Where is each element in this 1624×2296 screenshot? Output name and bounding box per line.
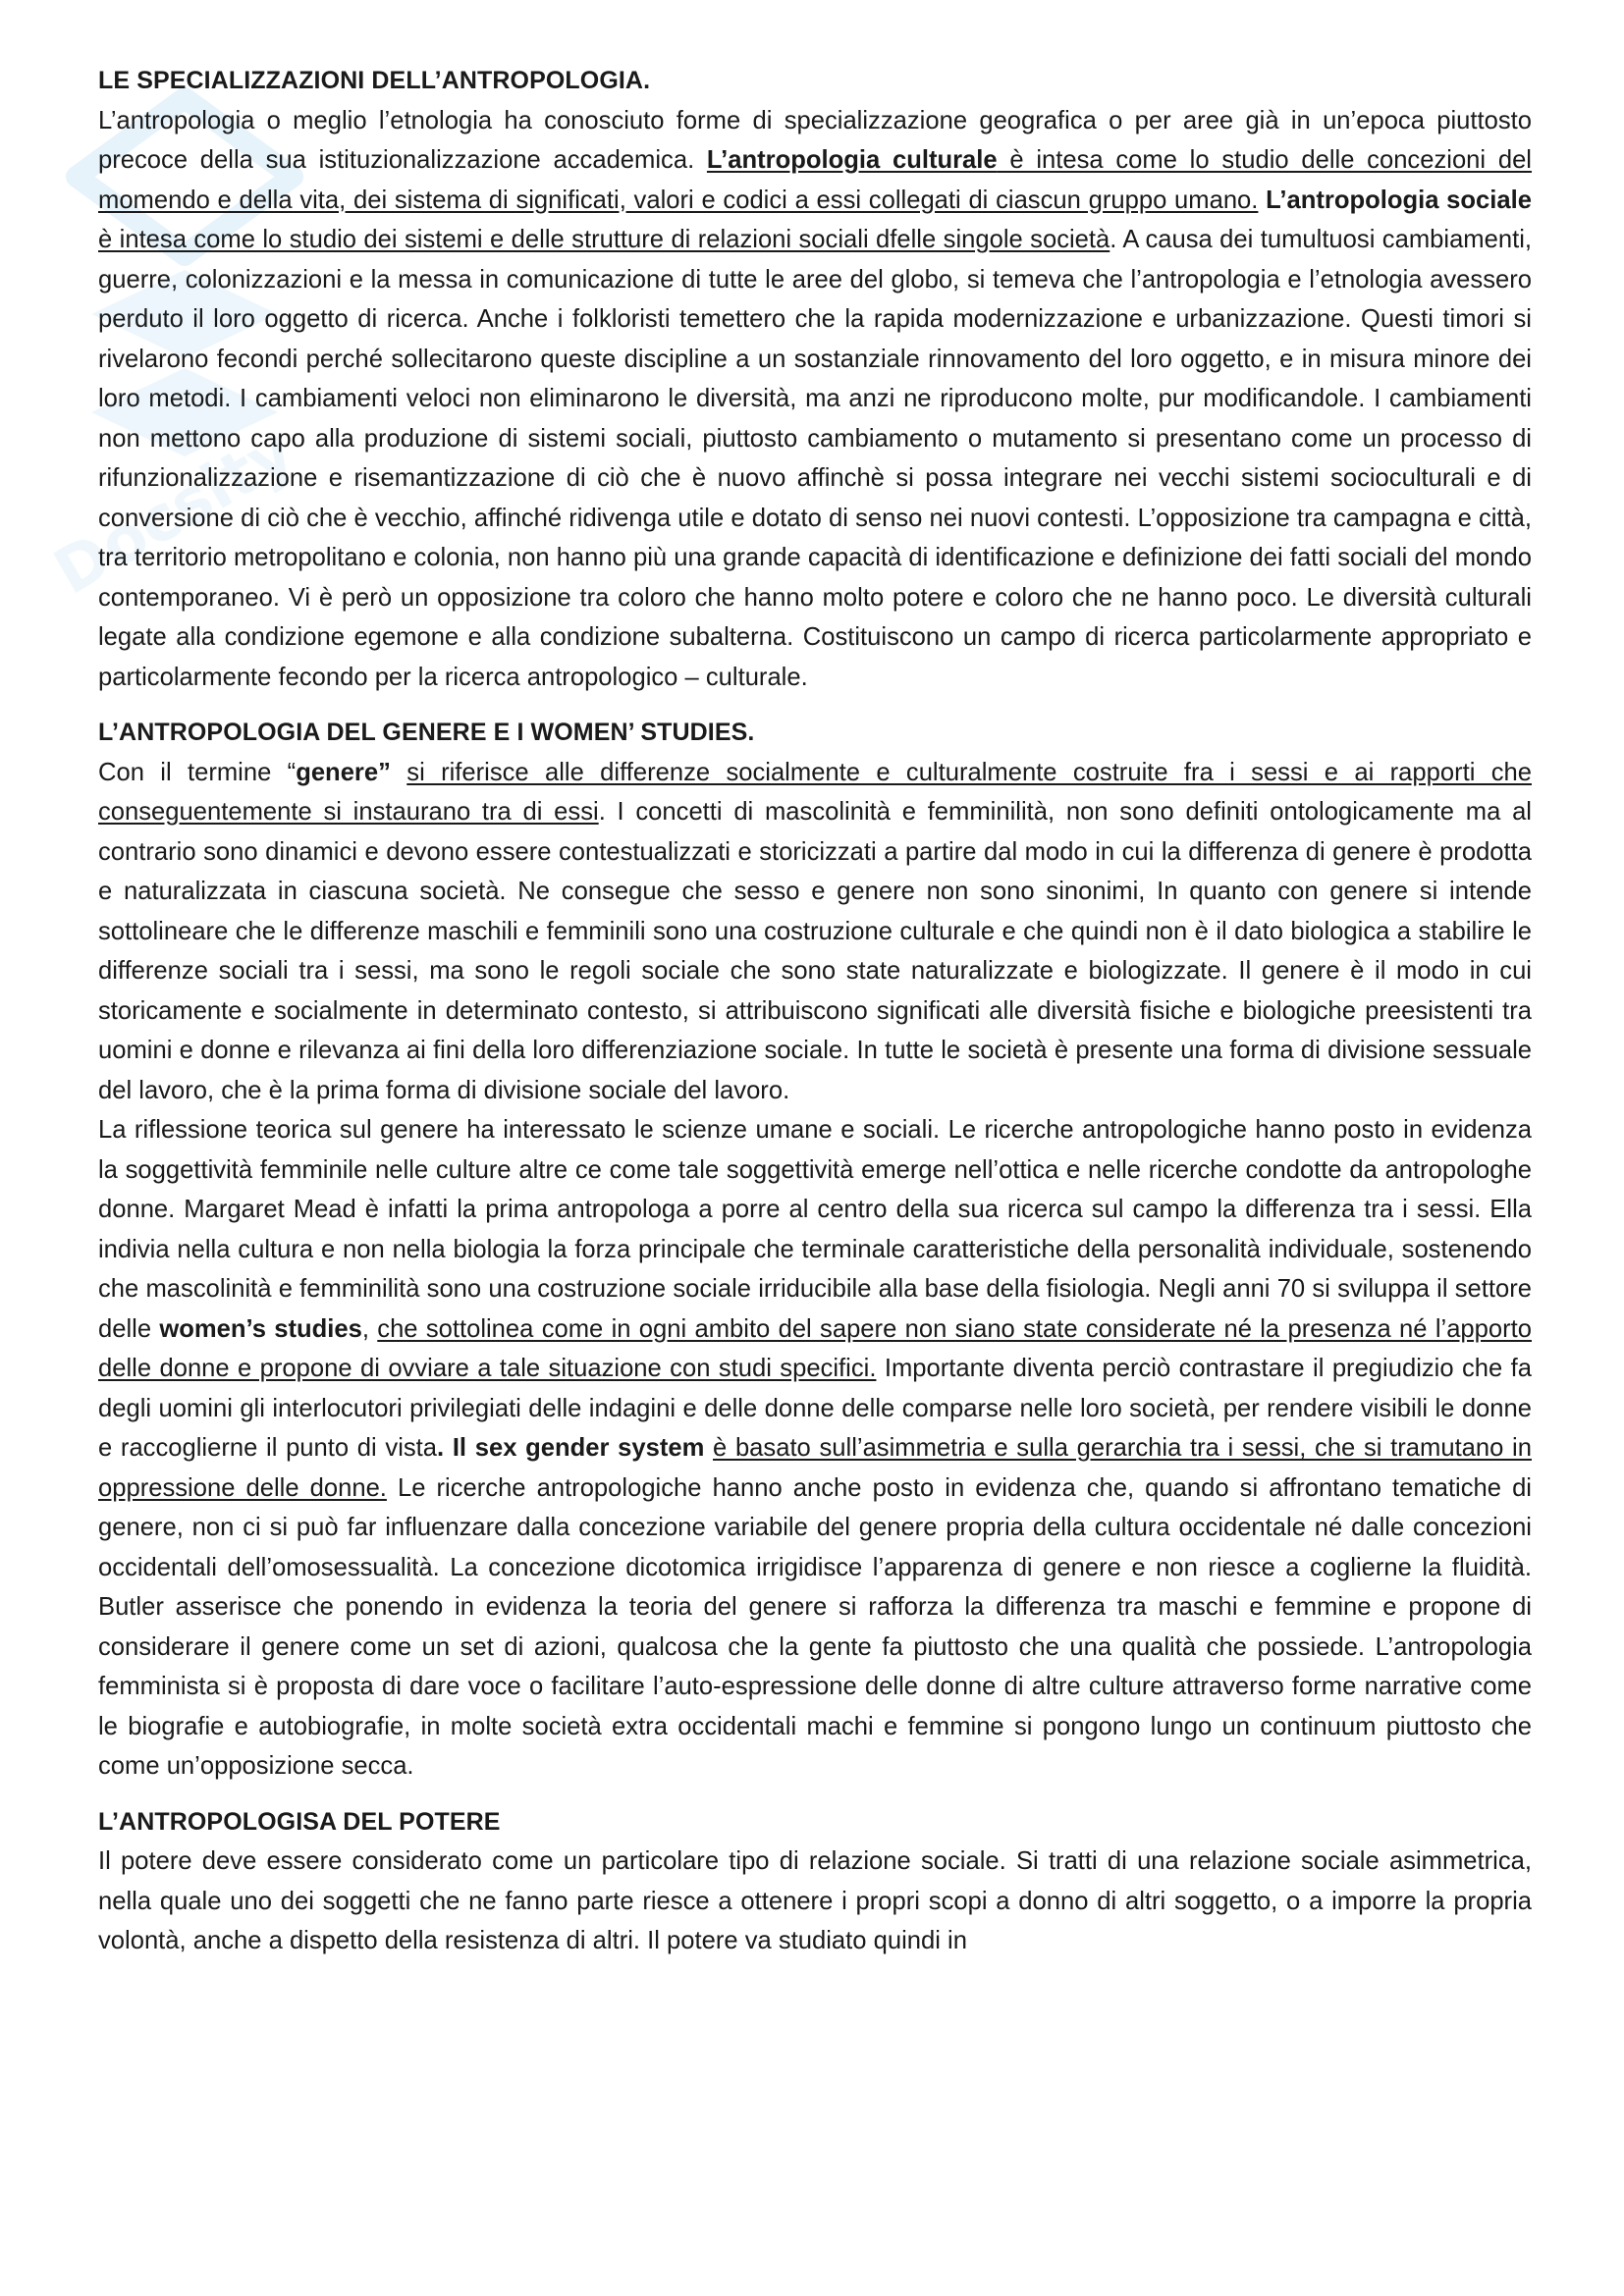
section [98, 713, 1532, 1787]
paragraph [98, 1110, 1532, 1787]
text-run: La riflessione teorica sul genere ha interessato le scienze umane e sociali. Le ricerche antropologiche hanno posto in evidenza la soggettività femminile nelle culture altre ce come tale soggettività emerge nell’ottica e nelle ricerche condotte da antropologhe donne. Margaret Mead è infatti la prima antropologa a porre al centro della sua ricerca sul campo la differenza tra i sessi. Ella indivia nella cultura e non nella biologia la forza principale che terminale caratteristiche della personalità individuale, sostenendo che mascolinità e femminilità sono una costruzione sociale irriducibile alla base della fisiologia. Negli anni 70 si sviluppa il settore delle [98, 1116, 1532, 1343]
text-run [704, 1434, 713, 1462]
text-run: si riferisce alle differenze socialmente e culturalmente costruite fra i sessi e ai rapporti che conseguentemente si instaurano tra di essi [98, 758, 1532, 826]
text-run: Con il termine “ [98, 758, 297, 786]
text-run: genere” [296, 758, 391, 786]
section-heading: L’ANTROPOLOGISA DEL POTERE [98, 1807, 501, 1836]
text-run: . A causa dei tumultuosi cambiamenti, guerre, colonizzazioni e la messa in comunicazione di tutte le aree del globo, si temeva che l’antropologia e l’etnologia avessero perduto il loro oggetto di ricerca. Anche i folkloristi temettero che la rapida modernizzazione e urbanizzazione. Questi timori si rivelarono fecondi perché sollecitarono queste discipline a un sostanziale rinnovamento del loro oggetto, e in misura minore dei loro metodi. I cambiamenti veloci non eliminarono le diversità, ma anzi ne riproducono molte, pur modificandole. I cambiamenti non mettono capo alla produzione di sistemi sociali, piuttosto cambiamento o mutamento si presentano come un processo di rifunzionalizzazione e risemantizzazione di ciò che è nuovo affinchè si possa integrare nei vecchi sistemi socioculturali e di conversione di ciò che è vecchio, affinché ridivenga utile e dotato di senso nei nuovi contesti. L’opposizione tra campagna e città, tra territorio metropolitano e colonia, non hanno più una grande capacità di identificazione e definizione dei fatti sociali del mondo contemporaneo. Vi è però un opposizione tra coloro che hanno molto potere e coloro che ne hanno poco. Le diversità culturali legate alla condizione egemone e alla condizione subalterna. Costituiscono un campo di ricerca particolarmente appropriato e particolarmente fecondo per la ricerca antropologico – culturale. [98, 226, 1532, 691]
document-page [98, 61, 1532, 1977]
text-run: . Il sex gender system [437, 1434, 705, 1462]
text-run: women’s studies [159, 1314, 362, 1343]
text-run [1258, 187, 1266, 214]
text-run: . I concetti di mascolinità e femminilità, non sono definiti ontologicamente ma al contrario sono dinamici e devono essere contestualizzati e storicizzati a partire dal modo in cui la differenza di genere è prodotta e naturalizzata in ciascuna società. Ne consegue che sesso e genere non sono sinonimi, In quanto con genere si intende sottolineare che le differenze maschili e femminili sono una costruzione culturale e che quindi non è il dato biologica a stabilire le differenze sociali tra i sessi, ma sono le regoli sociale che sono state naturalizzate e biologizzate. Il genere è il modo in cui storicamente e socialmente in determinato contesto, si attribuiscono significati alle diversità fisiche e biologiche preesistenti tra uomini e donne e rilevanza ai fini della loro differenziazione sociale. In tutte le società è presente una forma di divisione sessuale del lavoro, che è la prima forma di divisione sociale del lavoro. [98, 798, 1532, 1104]
text-run [391, 759, 406, 786]
section [98, 1802, 1532, 1961]
text-run: Il potere deve essere considerato come un particolare tipo di relazione sociale. Si tratti di una relazione sociale asimmetrica, nella quale uno dei soggetti che ne fanno parte riesce a ottenere i propri scopi a donno di altri soggetto, o a imporre la propria volontà, anche a dispetto della resistenza di altri. Il potere va studiato quindi in [98, 1847, 1532, 1954]
text-run: è intesa come lo studio delle concezioni del momendo e della vita, dei sistema di significati, valori e codici a essi collegati di ciascun gruppo umano. [98, 146, 1532, 214]
text-run: L’antropologia sociale [1266, 186, 1532, 214]
section-heading: L’ANTROPOLOGIA DEL GENERE E I WOMEN’ STUDIES. [98, 719, 755, 746]
text-run: L’antropologia culturale [706, 146, 998, 174]
watermark-label: Docsity [42, 414, 306, 610]
paragraph [98, 101, 1532, 698]
text-run: Le ricerche antropologiche hanno anche posto in evidenza che, quando si affrontano tematiche di genere, non ci si può far influenzare dalla concezione variabile del genere propria della cultura occidentale né dalle concezioni occidentali dell’omosessualità. La concezione dicotomica irrigidisce l’apparenza di genere e non riesce a coglierne la fluidità. Butler asserisce che ponendo in evidenza la teoria del genere si rafforza la differenza tra maschi e femmine e propone di considerare il genere come un set di azioni, qualcosa che la gente fa piuttosto che una qualità che possiede. L’antropologia femminista si è proposta di dare voce o facilitare l’auto-espressione delle donne di altre culture attraverso forme narrative come le biografie e autobiografie, in molte società extra occidentali machi e femmine si pongono lungo un continuum piuttosto che come un’opposizione secca. [98, 1473, 1532, 1780]
text-run: è intesa come lo studio dei sistemi e delle strutture di relazioni sociali dfelle singole società [98, 226, 1110, 253]
text-run: L’antropologia o meglio l’etnologia ha conosciuto forme di specializzazione geografica o per aree già in un’epoca piuttosto precoce della sua istituzionalizzazione accademica. [98, 106, 1532, 174]
paragraph [98, 1842, 1532, 1961]
paragraph [98, 753, 1532, 1111]
section-heading: LE SPECIALIZZAZIONI DELL’ANTROPOLOGIA. [98, 67, 651, 94]
section [98, 61, 1532, 697]
text-run: , [361, 1314, 378, 1343]
text-run: che sottolinea come in ogni ambito del sapere non siano state considerate né la presenza né l’apporto delle donne e propone di ovviare a tale situazione con studi specifici. [98, 1314, 1532, 1382]
text-run: Importante diventa perciò contrastare il pregiudizio che fa degli uomini gli interlocutori privilegiati delle indagini e delle donne delle comparse nelle loro società, per rendere visibili le donne e raccoglierne il punto di vista [98, 1355, 1533, 1462]
text-run: è basato sull’asimmetria e sulla gerarchia tra i sessi, che si tramutano in oppressione delle donne. [98, 1434, 1532, 1502]
